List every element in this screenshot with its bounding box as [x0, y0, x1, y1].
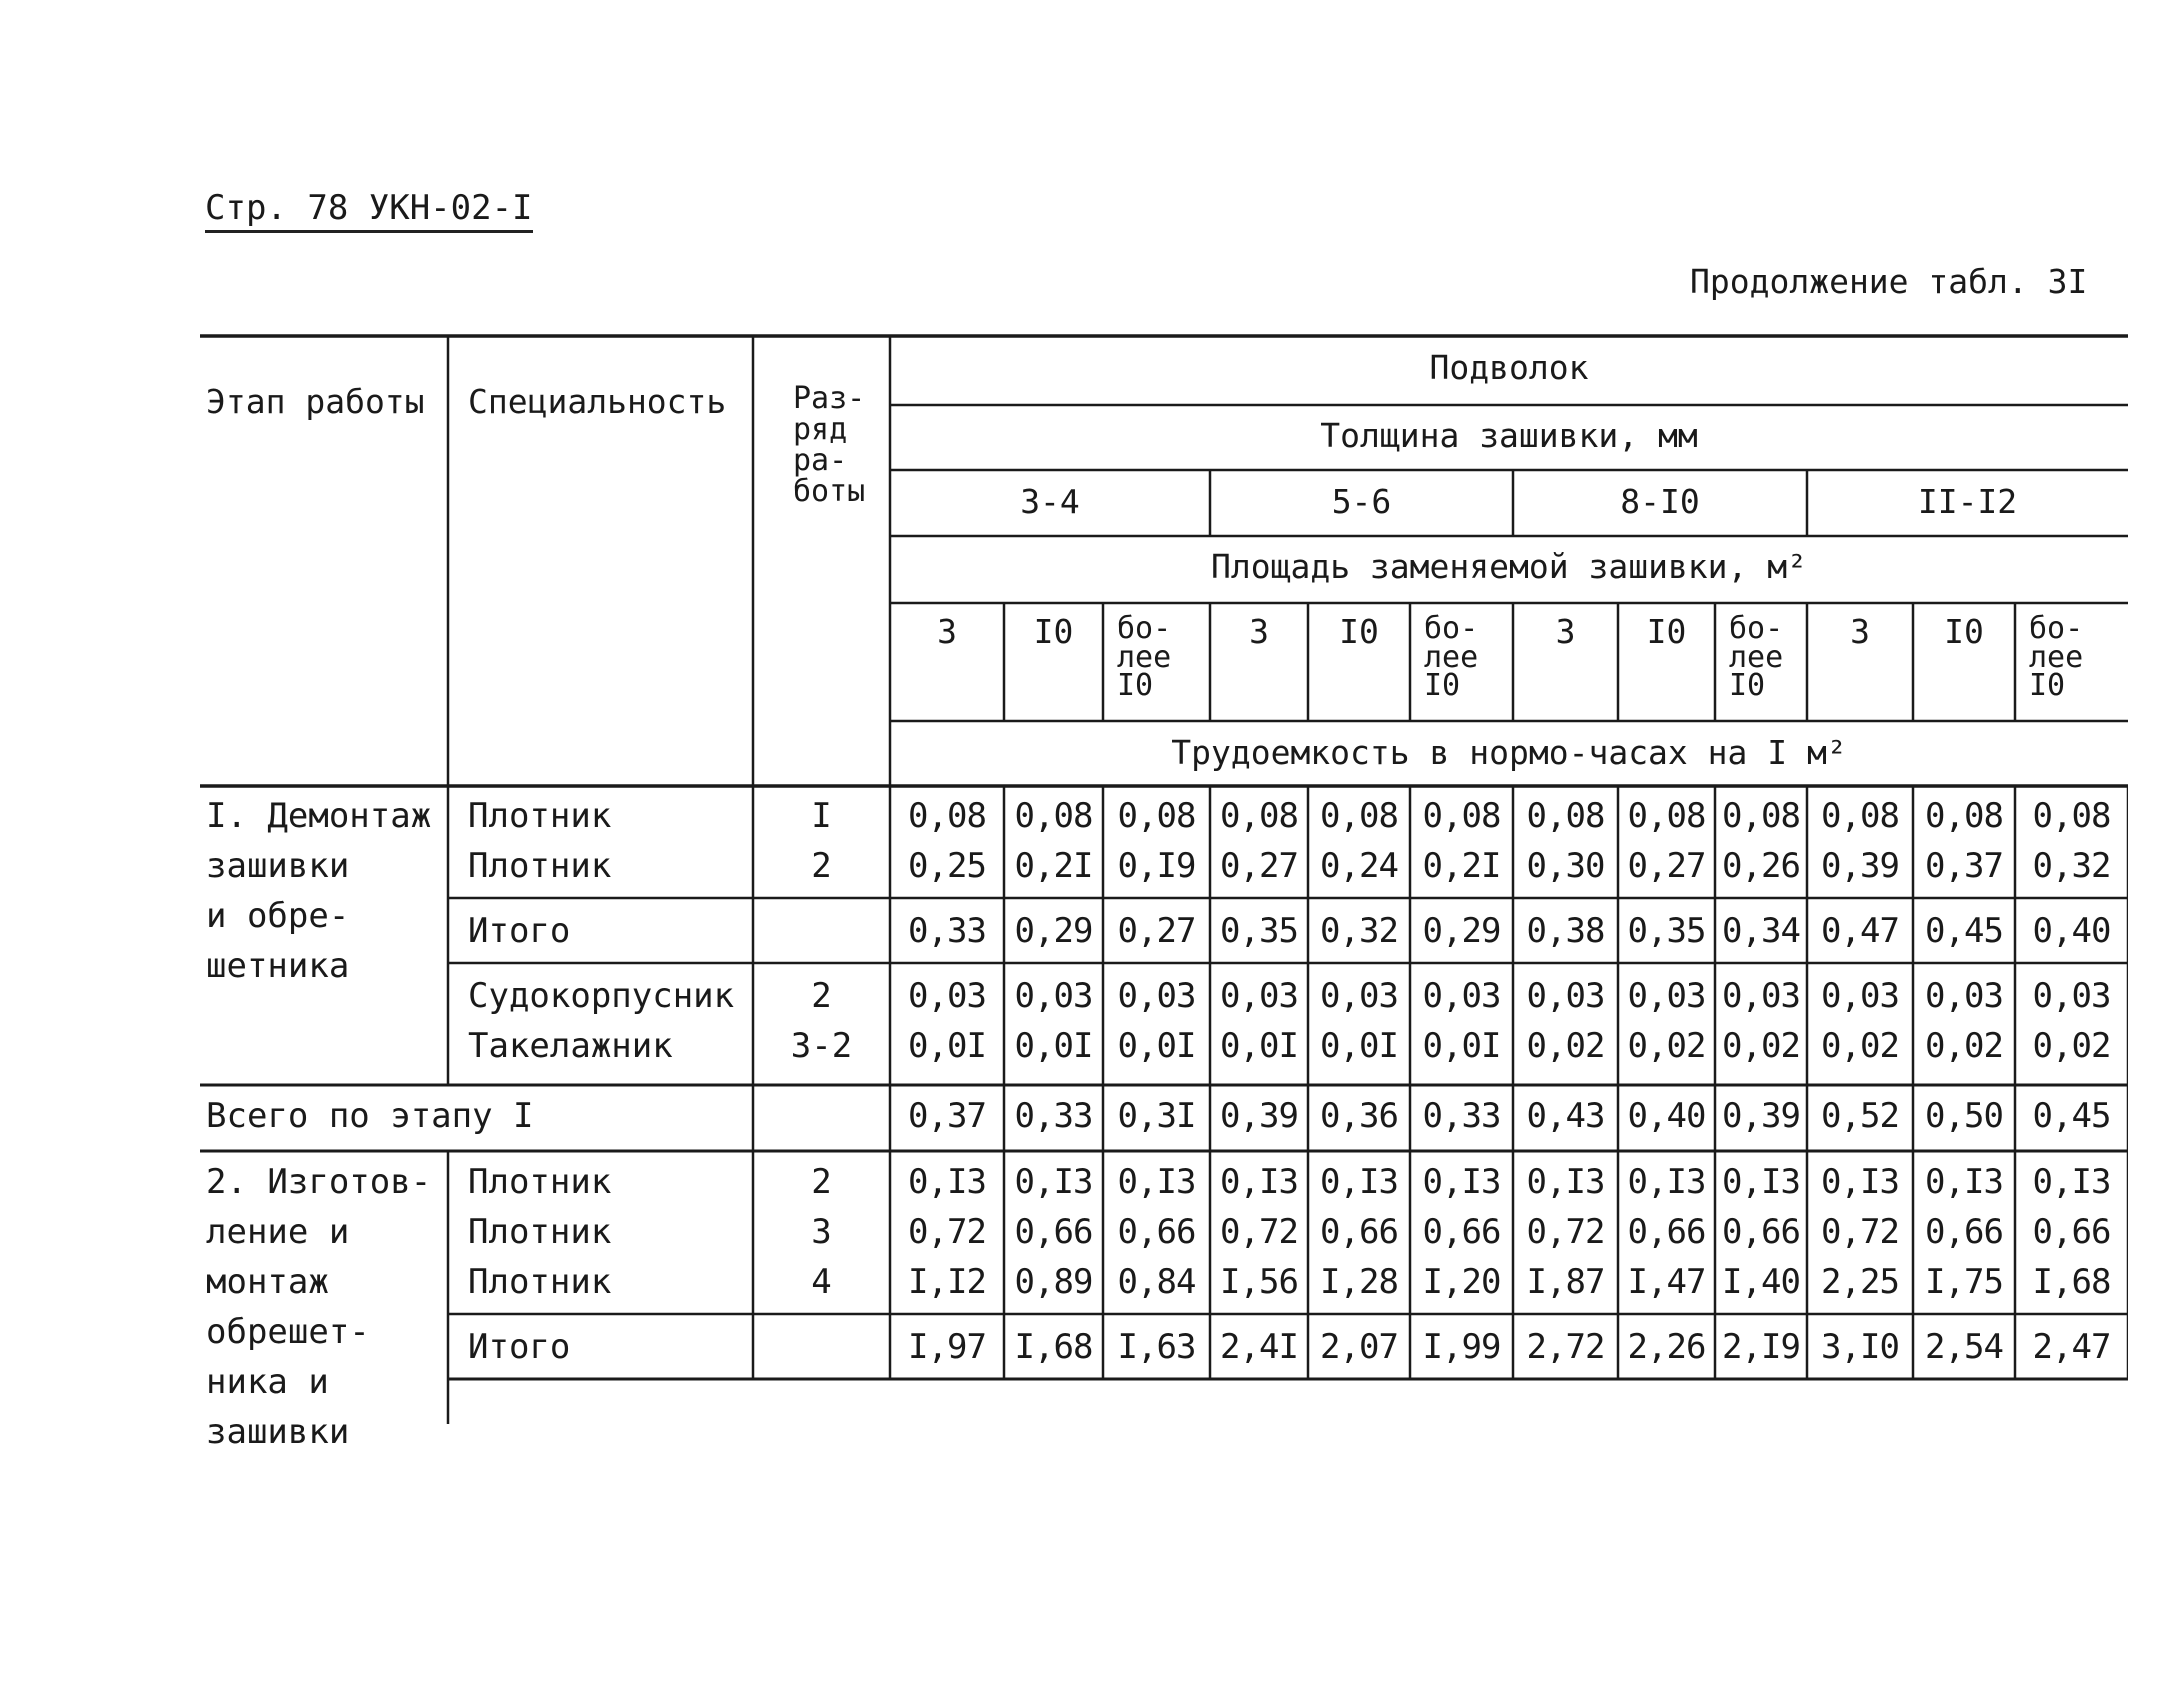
value-cell: 0,40: [1627, 1096, 1706, 1136]
value-cell: 0,03: [1627, 976, 1706, 1016]
value-cell: 0,27: [1220, 846, 1298, 886]
value-cell: 0,02: [1821, 1026, 1899, 1066]
value-cell: I,99: [1422, 1327, 1501, 1367]
value-cell: 0,02: [1627, 1026, 1706, 1066]
value-cell: 0,36: [1320, 1096, 1398, 1136]
value-cell: 0,84: [1117, 1262, 1196, 1302]
value-cell: 0,66: [1320, 1212, 1398, 1252]
header-thickness-group: 5-6: [1331, 482, 1392, 521]
value-cell: 0,29: [1422, 911, 1501, 951]
stage-name-line: I. Демонтаж: [206, 796, 432, 836]
grade-cell: 2: [811, 846, 832, 886]
header-area-col: 3: [1249, 612, 1269, 651]
table-continuation-label: Продолжение табл. 3I: [1690, 262, 2088, 301]
value-cell: I,28: [1320, 1262, 1398, 1302]
value-cell: 0,50: [1925, 1096, 2003, 1136]
value-cell: 0,35: [1220, 911, 1298, 951]
value-cell: 0,0I: [908, 1026, 986, 1066]
value-cell: 0,I3: [1320, 1162, 1398, 1202]
value-cell: 0,45: [2032, 1096, 2111, 1136]
value-cell: I,68: [2032, 1262, 2111, 1302]
value-cell: 0,03: [1422, 976, 1501, 1016]
value-cell: 0,08: [1821, 796, 1899, 836]
header-area-col: I0: [1339, 612, 1379, 651]
value-cell: 0,35: [1627, 911, 1706, 951]
value-cell: 0,39: [1220, 1096, 1298, 1136]
value-cell: 0,66: [1117, 1212, 1196, 1252]
value-cell: I,20: [1422, 1262, 1501, 1302]
value-cell: 0,66: [1422, 1212, 1501, 1252]
header-area-col: 3: [1555, 612, 1576, 651]
grade-cell: 3: [811, 1212, 832, 1252]
value-cell: 2,4I: [1220, 1327, 1298, 1367]
header-stage: Этап работы: [206, 382, 425, 421]
specialty-cell: Плотник: [468, 1212, 612, 1252]
grade-cell: 4: [811, 1262, 832, 1302]
stage-name-line: и обре-: [206, 896, 350, 936]
value-cell: 0,I3: [1014, 1162, 1093, 1202]
header-area-col: бо- лее I0: [1729, 611, 1784, 703]
header-area-title: Площадь заменяемой зашивки, м²: [1210, 547, 1808, 586]
value-cell: I,40: [1722, 1262, 1800, 1302]
value-cell: 2,07: [1320, 1327, 1398, 1367]
header-thickness-group: 3-4: [1020, 482, 1080, 521]
value-cell: 0,08: [1422, 796, 1501, 836]
value-cell: 2,72: [1526, 1327, 1605, 1367]
header-thickness-group: 8-I0: [1620, 482, 1700, 521]
value-cell: 0,40: [2032, 911, 2111, 951]
value-cell: 2,54: [1925, 1327, 2003, 1367]
value-cell: 0,66: [1722, 1212, 1800, 1252]
value-cell: 0,25: [908, 846, 986, 886]
value-cell: 0,0I: [1422, 1026, 1501, 1066]
value-cell: 0,33: [908, 911, 986, 951]
value-cell: 0,I3: [1526, 1162, 1605, 1202]
stage-name-line: шетника: [206, 946, 350, 986]
header-thickness-title: Толщина зашивки, мм: [1320, 416, 1698, 455]
value-cell: 0,I9: [1117, 846, 1196, 886]
value-cell: 0,66: [1627, 1212, 1706, 1252]
header-area-col: I0: [1646, 612, 1687, 651]
header-area-col: 3: [937, 612, 957, 651]
value-cell: 0,03: [1014, 976, 1093, 1016]
value-cell: 0,0I: [1117, 1026, 1196, 1066]
value-cell: 0,03: [1526, 976, 1605, 1016]
value-cell: 0,66: [2032, 1212, 2111, 1252]
value-cell: 0,08: [1117, 796, 1196, 836]
value-cell: I,47: [1627, 1262, 1706, 1302]
header-grade-line: Раз-: [793, 381, 866, 416]
stage-name-line: обрешет-: [206, 1312, 370, 1352]
value-cell: 0,03: [908, 976, 986, 1016]
value-cell: 0,I3: [1925, 1162, 2003, 1202]
value-cell: 0,66: [1925, 1212, 2003, 1252]
value-cell: 0,03: [1722, 976, 1800, 1016]
value-cell: 0,3I: [1117, 1096, 1196, 1136]
value-cell: 0,66: [1014, 1212, 1093, 1252]
value-cell: I,63: [1117, 1327, 1196, 1367]
value-cell: I,87: [1526, 1262, 1605, 1302]
stage-name-line: 2. Изготов-: [206, 1162, 432, 1202]
specialty-cell: Итого: [468, 1327, 571, 1367]
header-area-col: I0: [1944, 612, 1984, 651]
value-cell: 0,I3: [1422, 1162, 1501, 1202]
stage-name-line: ника и: [206, 1362, 329, 1402]
value-cell: 0,02: [1722, 1026, 1800, 1066]
value-cell: 0,03: [1925, 976, 2003, 1016]
value-cell: 3,I0: [1821, 1327, 1899, 1367]
value-cell: 0,08: [1925, 796, 2003, 836]
header-area-col: бо- лее I0: [1424, 611, 1479, 703]
value-cell: 0,0I: [1220, 1026, 1298, 1066]
value-cell: 0,45: [1925, 911, 2003, 951]
header-specialty: Специальность: [468, 382, 727, 421]
value-cell: 0,39: [1722, 1096, 1800, 1136]
value-cell: 0,2I: [1014, 846, 1093, 886]
value-cell: 0,08: [2032, 796, 2111, 836]
value-cell: 0,27: [1117, 911, 1196, 951]
value-cell: 0,72: [908, 1212, 986, 1252]
stage-name-line: монтаж: [206, 1262, 329, 1302]
specialty-cell: Плотник: [468, 796, 612, 836]
value-cell: 0,0I: [1014, 1026, 1093, 1066]
value-cell: 0,0I: [1320, 1026, 1398, 1066]
value-cell: 0,02: [1925, 1026, 2003, 1066]
value-cell: 0,02: [1526, 1026, 1605, 1066]
value-cell: I,56: [1220, 1262, 1298, 1302]
stage-name-line: зашивки: [206, 846, 350, 886]
specialty-cell: Плотник: [468, 1262, 612, 1302]
value-cell: 0,43: [1526, 1096, 1605, 1136]
grade-cell: 2: [811, 976, 832, 1016]
value-cell: 0,I3: [1220, 1162, 1298, 1202]
grade-cell: 3-2: [790, 1026, 853, 1066]
value-cell: I,68: [1014, 1327, 1093, 1367]
header-grade-line: ряд: [793, 412, 848, 447]
stage-name-line: зашивки: [206, 1412, 350, 1452]
page-reference: Стр. 78 УКН-02-I: [205, 188, 533, 233]
value-cell: 0,02: [2032, 1026, 2111, 1066]
value-cell: 0,2I: [1422, 846, 1501, 886]
header-area-col: бо- лее I0: [2029, 611, 2084, 703]
value-cell: 0,29: [1014, 911, 1093, 951]
value-cell: 0,08: [1722, 796, 1800, 836]
value-cell: 0,I3: [1821, 1162, 1899, 1202]
norms-table: [200, 333, 2128, 1452]
value-cell: 0,08: [1320, 796, 1398, 836]
value-cell: 0,I3: [1117, 1162, 1196, 1202]
stage-total-label: Всего по этапу I: [206, 1096, 534, 1136]
value-cell: 0,03: [1117, 976, 1196, 1016]
header-grade-line: боты: [793, 474, 866, 509]
value-cell: 0,72: [1220, 1212, 1298, 1252]
value-cell: 0,39: [1821, 846, 1899, 886]
grade-cell: 2: [811, 1162, 832, 1202]
grade-cell: I: [811, 796, 832, 836]
value-cell: 0,I3: [1627, 1162, 1706, 1202]
header-area-col: 3: [1850, 612, 1870, 651]
specialty-cell: Плотник: [468, 1162, 612, 1202]
value-cell: I,75: [1925, 1262, 2003, 1302]
header-labor-title: Трудоемкость в нормо-часах на I м²: [1171, 733, 1847, 772]
value-cell: 2,I9: [1722, 1327, 1800, 1367]
value-cell: 0,89: [1014, 1262, 1093, 1302]
header-subject: Подволок: [1429, 348, 1589, 387]
header-grade-line: ра-: [793, 443, 848, 478]
value-cell: 0,I3: [908, 1162, 986, 1202]
value-cell: 0,47: [1821, 911, 1899, 951]
value-cell: 0,08: [1526, 796, 1605, 836]
value-cell: 0,27: [1627, 846, 1706, 886]
value-cell: 0,26: [1722, 846, 1800, 886]
value-cell: 0,37: [1925, 846, 2003, 886]
value-cell: 0,08: [908, 796, 986, 836]
value-cell: 0,08: [1014, 796, 1093, 836]
specialty-cell: Судокорпусник: [468, 976, 735, 1016]
specialty-cell: Такелажник: [468, 1026, 673, 1066]
value-cell: 0,52: [1821, 1096, 1899, 1136]
value-cell: 0,38: [1526, 911, 1605, 951]
value-cell: 2,26: [1627, 1327, 1706, 1367]
value-cell: 0,24: [1320, 846, 1398, 886]
value-cell: 0,34: [1722, 911, 1800, 951]
value-cell: 0,72: [1526, 1212, 1605, 1252]
specialty-cell: Итого: [468, 911, 571, 951]
value-cell: I,97: [908, 1327, 986, 1367]
value-cell: 0,32: [1320, 911, 1398, 951]
value-cell: 0,33: [1014, 1096, 1093, 1136]
value-cell: 0,08: [1220, 796, 1298, 836]
value-cell: 0,72: [1821, 1212, 1899, 1252]
value-cell: 0,03: [1220, 976, 1298, 1016]
value-cell: 0,37: [908, 1096, 986, 1136]
value-cell: 0,33: [1422, 1096, 1501, 1136]
header-thickness-group: II-I2: [1917, 482, 2018, 521]
value-cell: 0,03: [2032, 976, 2111, 1016]
stage-name-line: ление и: [206, 1212, 350, 1252]
header-area-col: бо- лее I0: [1117, 611, 1172, 703]
value-cell: I,I2: [908, 1262, 986, 1302]
specialty-cell: Плотник: [468, 846, 612, 886]
value-cell: 0,08: [1627, 796, 1706, 836]
header-area-col: I0: [1033, 612, 1074, 651]
value-cell: 0,32: [2032, 846, 2111, 886]
value-cell: 2,25: [1821, 1262, 1899, 1302]
value-cell: 2,47: [2032, 1327, 2111, 1367]
value-cell: 0,I3: [1722, 1162, 1800, 1202]
value-cell: 0,30: [1526, 846, 1605, 886]
value-cell: 0,03: [1821, 976, 1899, 1016]
value-cell: 0,03: [1320, 976, 1398, 1016]
value-cell: 0,I3: [2032, 1162, 2111, 1202]
